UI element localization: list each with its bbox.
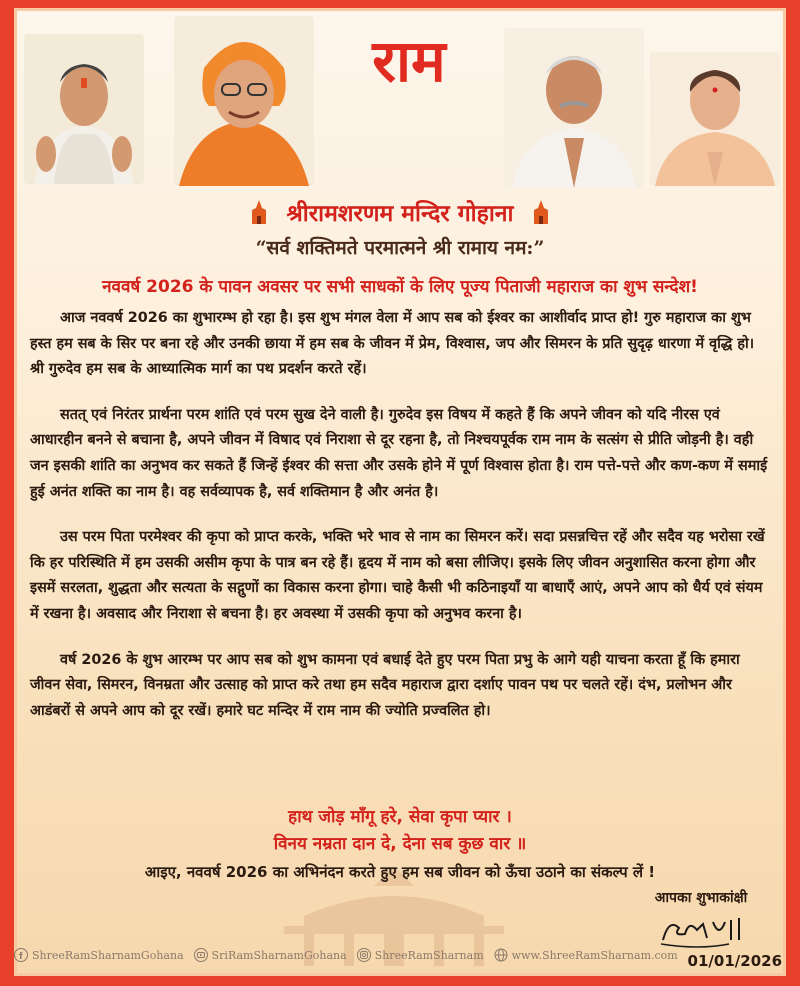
youtube-handle: SriRamSharnamGohana — [211, 948, 347, 962]
mantra: “सर्व शक्तिमते परमात्मने श्री रामाय नम:” — [255, 237, 545, 259]
message-date: 01/01/2026 — [687, 952, 782, 970]
temple-icon — [530, 200, 552, 230]
temple-icon — [248, 200, 270, 230]
facebook-handle: ShreeRamSharnamGohana — [32, 948, 184, 962]
paragraph-2: सतत् एवं निरंतर प्रार्थना परम शांति एवं परम सुख देने वाली है। गुरुदेव इस विषय में कहते हैं कि अपने जीवन को यदि नीरस एवं आधारहीन बनने से बचाना है, अपने जीवन में विषाद एवं निराशा से दूर रहना है, तो निश्चयपूर्वक राम नाम के सत्संग से प्रीति जोड़नी है। वही जन इसकी शांति का अनुभव कर सकते हैं जिन्हें ईश्वर की सत्ता और उसके होने में पूर्ण विश्वास होता है। राम पत्ते-पत्ते और कण-कण में समाई हुई अनंत शक्ति का नाम है। वह सर्वव्यापक है, सर्व शक्तिमान है और अनंत है। — [30, 406, 768, 500]
couplet-line-1: हाथ जोड़ माँगू हरे, सेवा कृपा प्यार । — [288, 807, 512, 827]
youtube-icon — [194, 948, 208, 962]
instagram-icon — [357, 948, 371, 962]
paragraph-4: वर्ष 2026 के शुभ आरम्भ पर आप सब को शुभ कामना एवं बधाई देते हुए परम पिता प्रभु के आगे यही याचना करता हूँ कि हमारा जीवन सेवा, सिमरन, विनम्रता और उत्साह को प्राप्त करे तथा हम सदैव महाराज द्वारा दर्शाए पावन पथ पर चलते रहें। दंभ, प्रलोभन और आडंबरों से अपने आप को दूर रखें। हमारे घट मन्दिर में राम नाम की ज्योति प्रज्वलित हो। — [30, 651, 740, 719]
message-heading: नववर्ष 2026 के पावन अवसर पर सभी साधकों के लिए पूज्य पिताजी महाराज का शुभ सन्देश! — [102, 277, 698, 297]
temple-name — [14, 196, 786, 230]
closing-text: आपका शुभाकांक्षी — [654, 890, 748, 906]
facebook-icon — [14, 948, 28, 962]
signature — [659, 910, 759, 950]
paragraph-3: उस परम पिता परमेश्वर की कृपा को प्राप्त करके, भक्ति भरे भाव से नाम का सिमरन करें। सदा प्रसन्नचित्त रहें और सदैव यह भरोसा रखें कि हर परिस्थिति में हम उसकी असीम कृपा के पात्र बन रहे हैं। हृदय में नाम को बसा लीजिए। इसके लिए जीवन अनुशासित करना होगा और इसमें सरलता, शुद्धता और सत्यता के सद्गुणों का विकास करना होगा। चाहे कैसी भी कठिनाइयाँ या बाधाएँ आएं, अपने आप को धैर्य एवं संयम में रखना है। अवसाद और निराशा से बचना है। हर अवस्था में उसकी कृपा को अनुभव करना है। — [30, 529, 765, 622]
message-card — [14, 8, 786, 976]
website-link[interactable] — [494, 948, 678, 962]
instagram-link[interactable] — [357, 948, 484, 962]
temple-name-text: श्रीरामशरणम मन्दिर गोहाना — [286, 201, 514, 227]
website-url: www.ShreeRamSharnam.com — [511, 948, 678, 962]
portrait-left-2 — [174, 16, 314, 186]
globe-icon — [494, 948, 508, 962]
portrait-left-1 — [24, 34, 144, 184]
instagram-handle: ShreeRamSharnam — [374, 948, 484, 962]
paragraph-1: आज नववर्ष 2026 का शुभारम्भ हो रहा है। इस शुभ मंगल वेला में आप सब को ईश्वर का आशीर्वाद प्राप्त हो! गुरु महाराज का शुभ हस्त हम सब के सिर पर बना रहे और उनकी छाया में हम सब के जीवन में प्रेम, विश्वास, जप और सिमरन के प्रति सुदृढ़ धारणा में वृद्धि हो। श्री गुरुदेव हम सब के आध्यात्मिक मार्ग का पथ प्रदर्शन करते रहें। — [30, 310, 755, 378]
facebook-link[interactable] — [14, 948, 184, 962]
invitation-text: आइए, नववर्ष 2026 का अभिनंदन करते हुए हम सब जीवन को ऊँचा उठाने का संकल्प लें ! — [144, 863, 656, 881]
page-title: राम — [372, 27, 446, 95]
portrait-right-1 — [504, 28, 644, 188]
youtube-link[interactable] — [194, 948, 347, 962]
couplet-line-2: विनय नम्रता दान दे, देना सब कुछ वार ॥ — [273, 834, 527, 854]
message-body — [30, 306, 772, 744]
portrait-right-2 — [650, 52, 780, 186]
footer-social-links — [14, 946, 688, 964]
